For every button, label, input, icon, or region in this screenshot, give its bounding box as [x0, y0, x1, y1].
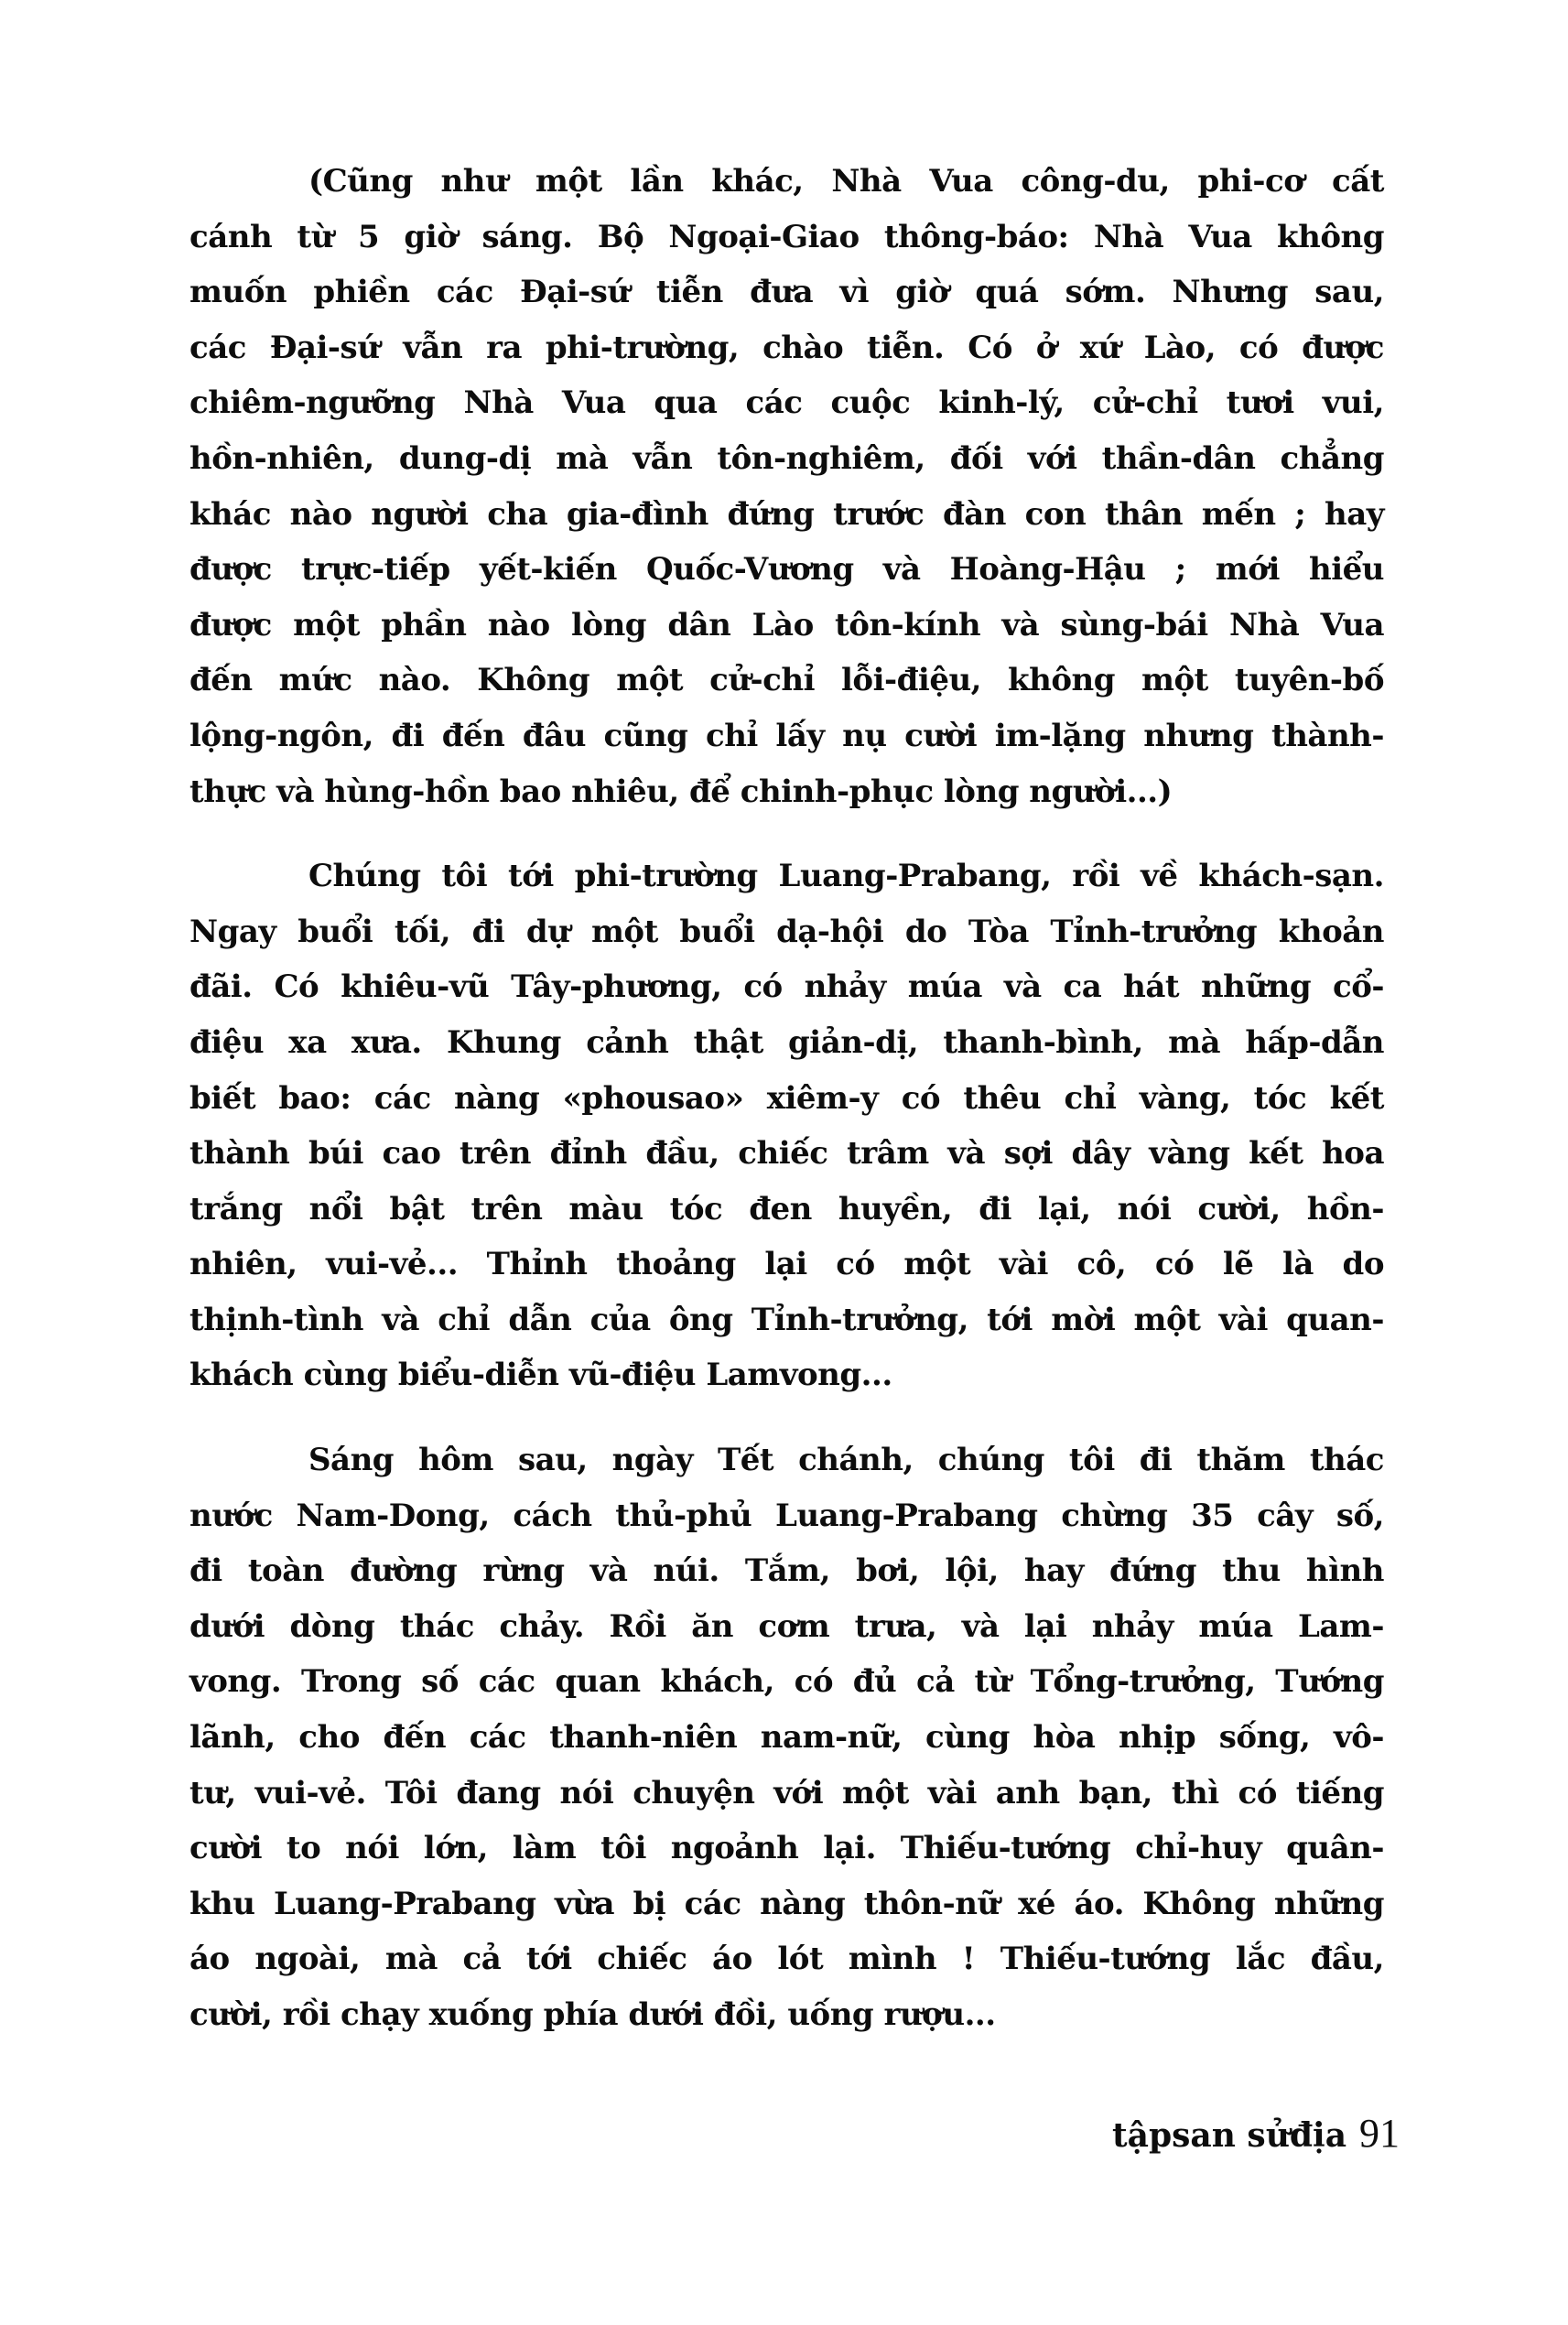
paragraph-spacer [189, 819, 1384, 849]
journal-title: tậpsan sửđịa [1112, 2116, 1347, 2155]
text-line: (Cũng như một lần khác, Nhà Vua công-du, phi-cơ cất [308, 163, 1384, 200]
text-line: khu Luang-Prabang vừa bị các nàng thôn-nữ xé áo. Không những [189, 1885, 1384, 1922]
page-body [189, 154, 1384, 2043]
text-line: lộng-ngôn, đi đến đâu cũng chỉ lấy nụ cười im-lặng nhưng thành- [189, 717, 1384, 754]
text-line: được trực-tiếp yết-kiến Quốc-Vương và Hoàng-Hậu ; mới hiểu [189, 551, 1384, 589]
text-line: biết bao: các nàng «phousao» xiêm-y có thêu chỉ vàng, tóc kết [189, 1079, 1384, 1117]
text-line: khách cùng biểu-diễn vũ-điệu Lamvong... [189, 1357, 892, 1394]
text-line: tư, vui-vẻ. Tôi đang nói chuyện với một vài anh bạn, thì có tiếng [189, 1774, 1384, 1811]
text-line: Chúng tôi tới phi-trường Luang-Prabang, rồi về khách-sạn. [308, 858, 1384, 895]
text-line: được một phần nào lòng dân Lào tôn-kính và sùng-bái Nhà Vua [189, 606, 1384, 643]
text-line: áo ngoài, mà cả tới chiếc áo lót mình ! Thiếu-tướng lắc đầu, [189, 1941, 1384, 1978]
text-line: dưới dòng thác chảy. Rồi ăn cơm trưa, và lại nhảy múa Lam- [189, 1607, 1384, 1645]
text-line: Sáng hôm sau, ngày Tết chánh, chúng tôi đi thăm thác [308, 1442, 1384, 1479]
text-line: chiêm-ngưỡng Nhà Vua qua các cuộc kinh-lý, cử-chỉ tươi vui, [189, 384, 1384, 422]
text-line: các Đại-sứ vẫn ra phi-trường, chào tiễn. Có ở xứ Lào, có được [189, 329, 1384, 366]
paragraph-2 [189, 849, 1384, 1403]
text-line: cười, rồi chạy xuống phía dưới đồi, uống rượu... [189, 1996, 996, 2033]
text-line: thành búi cao trên đỉnh đầu, chiếc trâm và sợi dây vàng kết hoa [189, 1135, 1384, 1173]
text-line: đãi. Có khiêu-vũ Tây-phương, có nhảy múa và ca hát những cổ- [189, 968, 1384, 1006]
text-line: điệu xa xưa. Khung cảnh thật giản-dị, thanh-bình, mà hấp-dẫn [189, 1023, 1384, 1061]
text-line: nhiên, vui-vẻ... Thỉnh thoảng lại có một vài cô, có lẽ là do [189, 1246, 1384, 1283]
paragraph-1 [189, 154, 1384, 819]
text-line: nước Nam-Dong, cách thủ-phủ Luang-Prabang chừng 35 cây số, [189, 1497, 1384, 1534]
text-line: lãnh, cho đến các thanh-niên nam-nữ, cùng hòa nhịp sống, vô- [189, 1719, 1384, 1757]
text-line: Ngay buổi tối, đi dự một buổi dạ-hội do Tòa Tỉnh-trưởng khoản [189, 913, 1384, 950]
text-line: thịnh-tình và chỉ dẫn của ông Tỉnh-trưởng, tới mời một vài quan- [189, 1301, 1384, 1338]
paragraph-spacer [189, 1403, 1384, 1433]
paragraph-3 [189, 1433, 1384, 2043]
text-line: cười to nói lớn, làm tôi ngoảnh lại. Thiếu-tướng chỉ-huy quân- [189, 1830, 1384, 1867]
text-line: cánh từ 5 giờ sáng. Bộ Ngoại-Giao thông-báo: Nhà Vua không [189, 218, 1384, 255]
text-line: đi toàn đường rừng và núi. Tắm, bơi, lội, hay đứng thu hình [189, 1552, 1384, 1590]
text-line: trắng nổi bật trên màu tóc đen huyền, đi lại, nói cười, hồn- [189, 1190, 1384, 1227]
text-line: hồn-nhiên, dung-dị mà vẫn tôn-nghiêm, đối với thần-dân chẳng [189, 439, 1384, 477]
text-line: khác nào người cha gia-đình đứng trước đàn con thân mến ; hay [189, 495, 1384, 533]
page-number: 91 [1359, 2111, 1400, 2156]
page-footer [1112, 2110, 1400, 2157]
text-line: muốn phiền các Đại-sứ tiễn đưa vì giờ quá sớm. Nhưng sau, [189, 274, 1384, 311]
text-line: đến mức nào. Không một cử-chỉ lỗi-điệu, không một tuyên-bố [189, 662, 1384, 699]
text-line: thực và hùng-hồn bao nhiêu, để chinh-phục lòng người...) [189, 773, 1173, 810]
text-line: vong. Trong số các quan khách, có đủ cả từ Tổng-trưởng, Tướng [189, 1663, 1384, 1701]
